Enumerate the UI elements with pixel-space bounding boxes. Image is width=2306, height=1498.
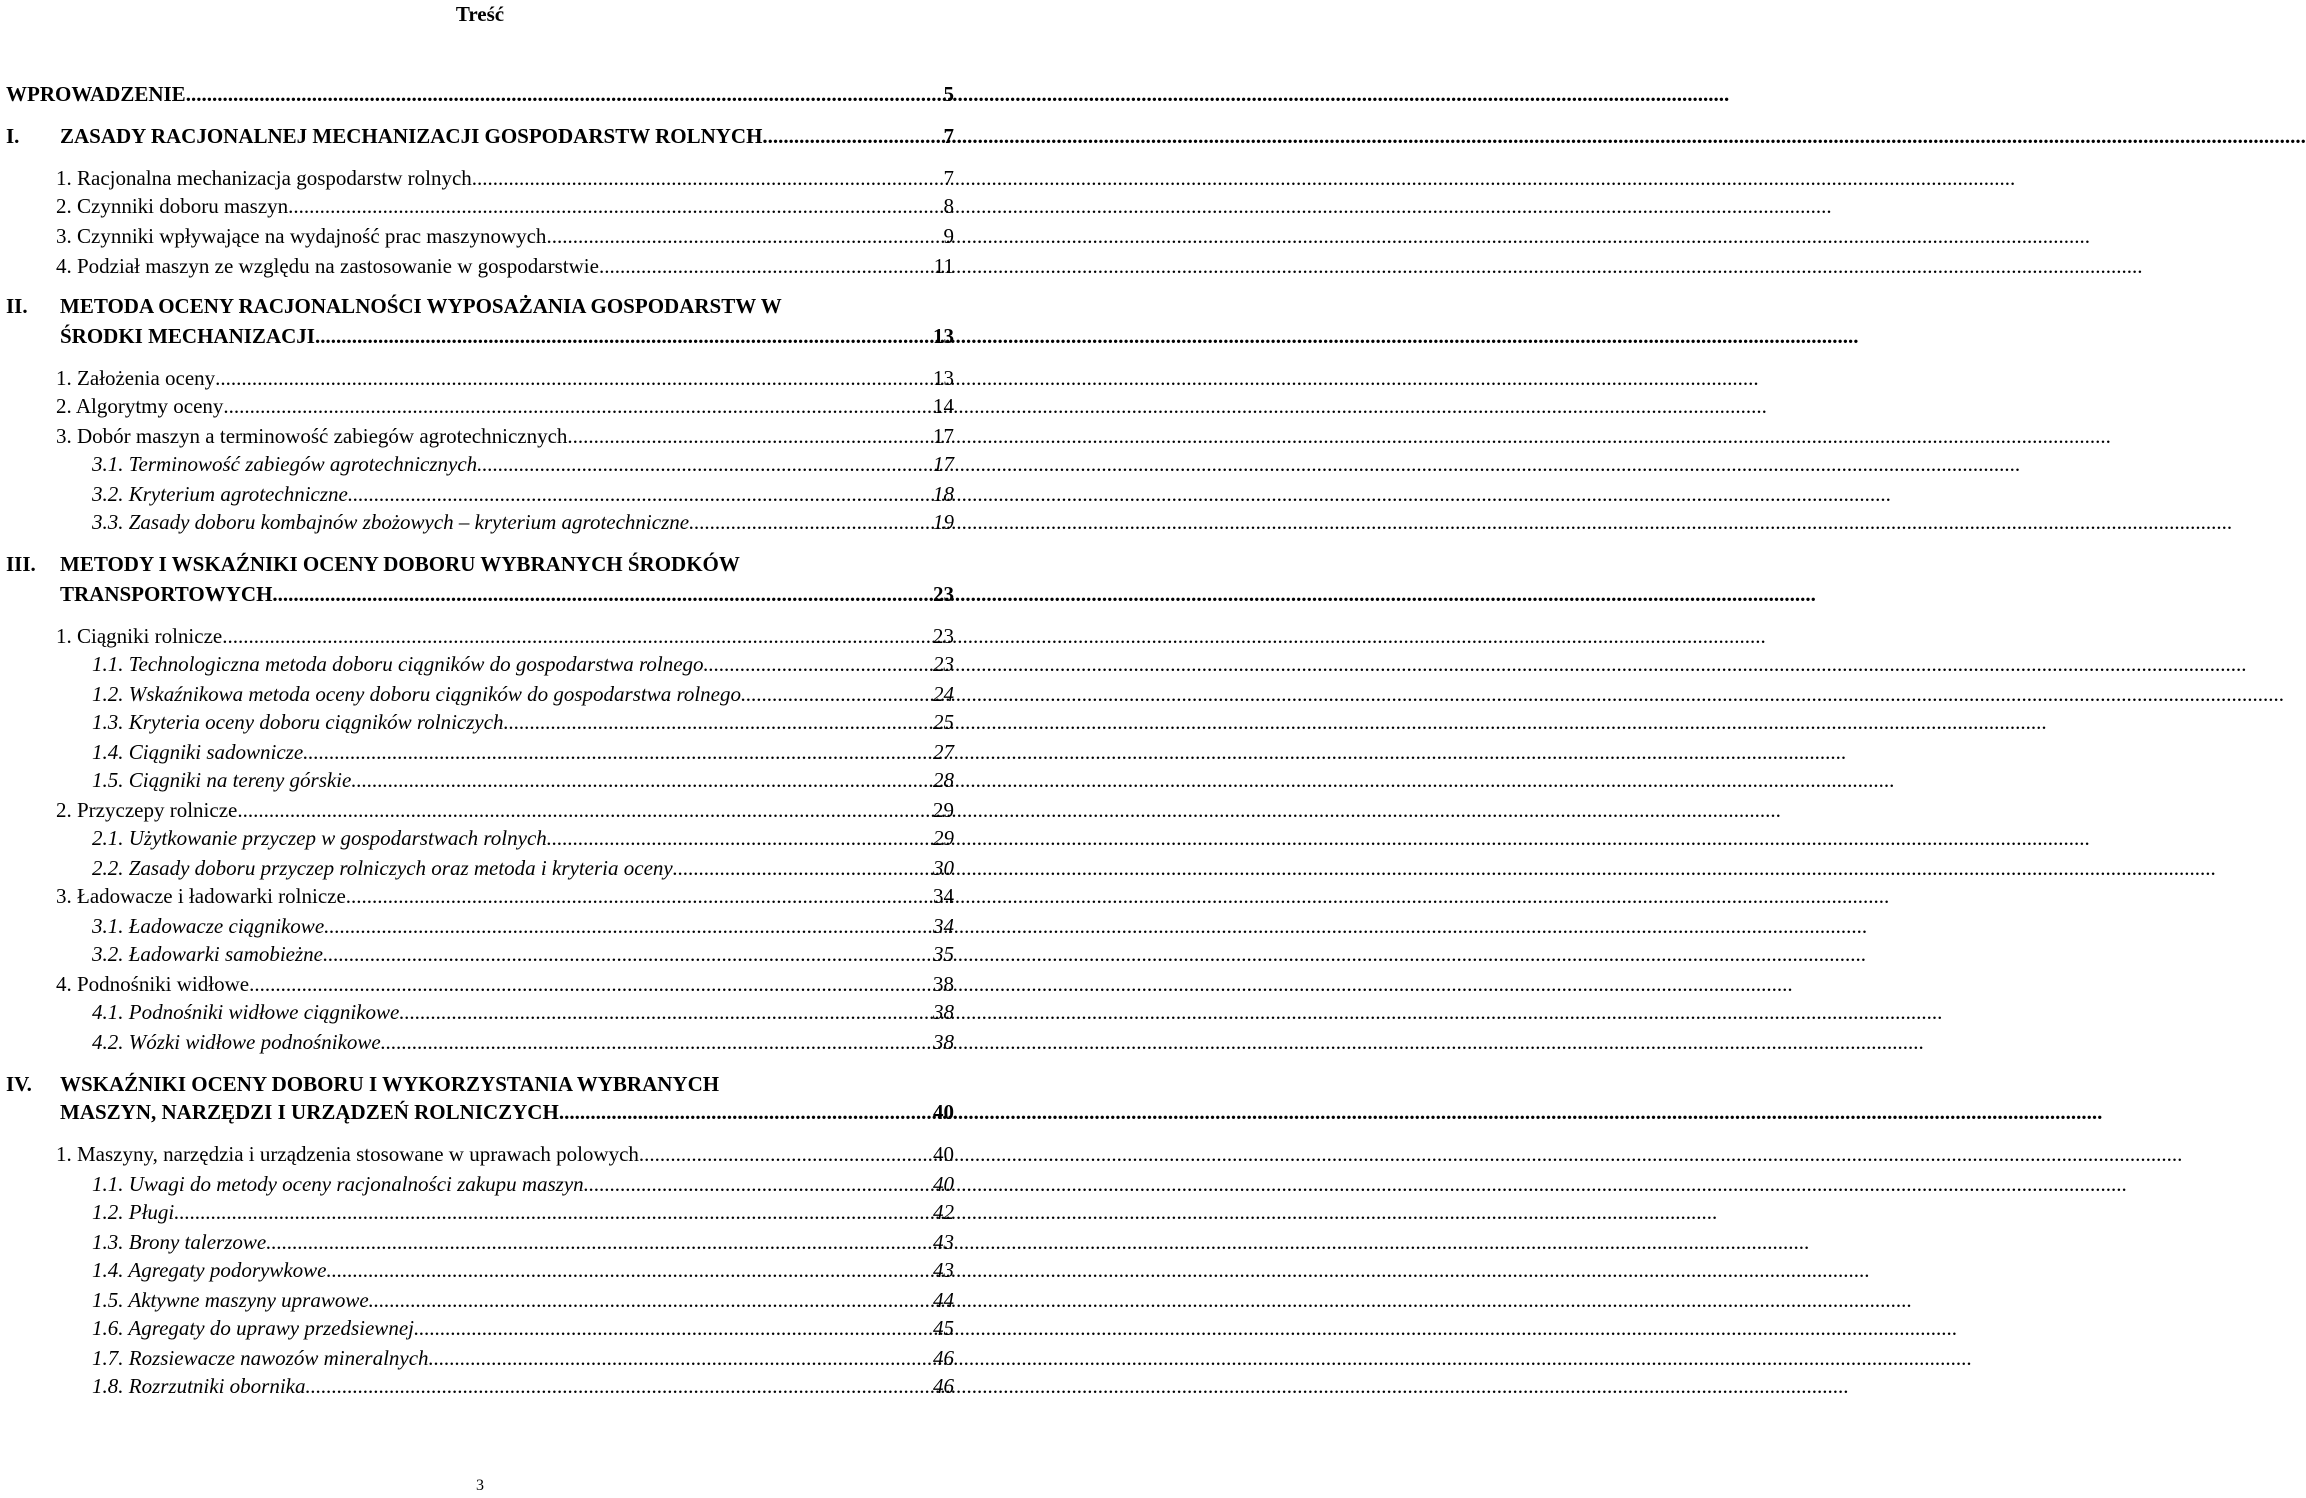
toc-entry-page: 27: [933, 740, 954, 764]
toc-entry-page: 8: [943, 194, 954, 218]
dot-leader: [249, 972, 933, 996]
toc-entry-page: 34: [933, 884, 954, 908]
toc-entry-page: 29: [933, 798, 954, 822]
toc-entry-page: 17: [933, 424, 954, 448]
toc-entry-title: 1.2. Pługi: [92, 1200, 175, 1224]
toc-entry-page: 34: [933, 914, 954, 938]
toc-entry[interactable]: [92, 482, 954, 506]
toc-entry-title: 1.1. Technologiczna metoda doboru ciągników do gospodarstwa rolnego: [92, 652, 704, 676]
toc-entry[interactable]: [92, 452, 954, 476]
toc-entry-title: 4.2. Wózki widłowe podnośnikowe: [92, 1030, 381, 1054]
toc-entry[interactable]: [56, 1142, 954, 1166]
toc-entry-title: WPROWADZENIE: [6, 82, 186, 106]
toc-entry[interactable]: [56, 224, 954, 248]
toc-entry-page: 46: [933, 1374, 954, 1398]
dot-leader: [223, 394, 933, 418]
toc-entry-page: 29: [933, 826, 954, 850]
dot-leader: [762, 124, 943, 148]
toc-entry-page: 5: [943, 82, 954, 106]
toc-entry-page: 9: [943, 224, 954, 248]
toc-entry[interactable]: [92, 1374, 954, 1398]
toc-entry-page: 19: [933, 510, 954, 534]
dot-leader: [237, 798, 933, 822]
toc-entry[interactable]: [92, 682, 954, 706]
toc-entry-page: 38: [933, 1030, 954, 1054]
chapter-number: IV.: [6, 1072, 32, 1096]
toc-entry-page: 46: [933, 1346, 954, 1370]
chapter-title-line[interactable]: WSKAŹNIKI OCENY DOBORU I WYKORZYSTANIA WYBRANYCH: [60, 1072, 720, 1096]
dot-leader: [303, 740, 933, 764]
toc-entry[interactable]: [56, 884, 954, 908]
toc-entry-title: 1. Ciągniki rolnicze: [56, 624, 223, 648]
toc-entry-page: 43: [933, 1258, 954, 1282]
toc-entry-chapter-1[interactable]: [60, 124, 954, 148]
dot-leader: [689, 510, 933, 534]
dot-leader: [174, 1200, 933, 1224]
toc-entry-title: 3.1. Terminowość zabiegów agrotechnicznych: [92, 452, 478, 476]
toc-entry[interactable]: [92, 768, 954, 792]
dot-leader: [288, 194, 943, 218]
toc-entry[interactable]: [56, 166, 954, 190]
toc-entry[interactable]: [56, 194, 954, 218]
toc-entry-page: 44: [933, 1288, 954, 1312]
toc-entry-page: 40: [933, 1172, 954, 1196]
toc-entry-page: 30: [933, 856, 954, 880]
toc-entry-title: 1.6. Agregaty do uprawy przedsiewnej: [92, 1316, 414, 1340]
toc-entry[interactable]: [56, 424, 954, 448]
toc-entry-title: ZASADY RACJONALNEJ MECHANIZACJI GOSPODARSTW ROLNYCH: [60, 124, 763, 148]
toc-entry-page: 7: [943, 124, 954, 148]
dot-leader: [222, 624, 933, 648]
toc-entry-title: 4.1. Podnośniki widłowe ciągnikowe: [92, 1000, 400, 1024]
chapter-number: I.: [6, 124, 20, 148]
dot-leader: [399, 1000, 933, 1024]
dot-leader: [351, 768, 933, 792]
dot-leader: [559, 1100, 933, 1124]
dot-leader: [599, 254, 934, 278]
dot-leader: [504, 710, 933, 734]
toc-entry-title: 1.3. Kryteria oceny doboru ciągników rolniczych: [92, 710, 504, 734]
dot-leader: [348, 482, 933, 506]
toc-entry-title: 1.7. Rozsiewacze nawozów mineralnych: [92, 1346, 429, 1370]
toc-entry-page: 40: [933, 1142, 954, 1166]
toc-entry-title: 2.1. Użytkowanie przyczep w gospodarstwach rolnych: [92, 826, 547, 850]
dot-leader: [477, 452, 933, 476]
page-title: Treść: [455, 2, 505, 26]
dot-leader: [346, 884, 933, 908]
dot-leader: [324, 914, 933, 938]
dot-leader: [429, 1346, 933, 1370]
dot-leader: [639, 1142, 933, 1166]
toc-entry-title: 3. Ładowacze i ładowarki rolnicze: [56, 884, 346, 908]
toc-entry-page: 14: [933, 394, 954, 418]
toc-entry-page: 40: [933, 1100, 954, 1124]
toc-entry-page: 17: [933, 452, 954, 476]
dot-leader: [567, 424, 933, 448]
toc-entry-page: 45: [933, 1316, 954, 1340]
toc-entry-title: 1.8. Rozrzutniki obornika: [92, 1374, 306, 1398]
toc-entry-title: 1.4. Ciągniki sadownicze: [92, 740, 304, 764]
toc-entry-title: 3. Dobór maszyn a terminowość zabiegów agrotechnicznych: [56, 424, 568, 448]
dot-leader: [673, 856, 933, 880]
toc-entry-page: 24: [933, 682, 954, 706]
dot-leader: [272, 582, 933, 606]
toc-entry-title: 2. Przyczepy rolnicze: [56, 798, 238, 822]
dot-leader: [326, 1258, 933, 1282]
toc-entry[interactable]: [56, 798, 954, 822]
toc-entry[interactable]: [56, 624, 954, 648]
toc-entry[interactable]: [92, 914, 954, 938]
toc-entry[interactable]: [92, 1230, 954, 1254]
dot-leader: [215, 366, 933, 390]
toc-entry[interactable]: [92, 856, 954, 880]
toc-entry[interactable]: [92, 826, 954, 850]
toc-entry-page: 38: [933, 1000, 954, 1024]
toc-entry-title: 1. Założenia oceny: [56, 366, 216, 390]
toc-entry-title: 1. Racjonalna mechanizacja gospodarstw rolnych: [56, 166, 472, 190]
toc-entry[interactable]: [92, 510, 954, 534]
toc-entry[interactable]: [56, 394, 954, 418]
toc-entry-title: 3.2. Kryterium agrotechniczne: [92, 482, 348, 506]
toc-entry-page: 23: [933, 624, 954, 648]
toc-entry-title: ŚRODKI MECHANIZACJI: [60, 324, 315, 348]
toc-entry-title: 2. Czynniki doboru maszyn: [56, 194, 289, 218]
toc-entry-title: TRANSPORTOWYCH: [60, 582, 273, 606]
toc-entry[interactable]: [56, 366, 954, 390]
toc-entry-page: 25: [933, 710, 954, 734]
toc-entry-page: 18: [933, 482, 954, 506]
toc-entry-page: 43: [933, 1230, 954, 1254]
toc-entry-title: 1.1. Uwagi do metody oceny racjonalności zakupu maszyn: [92, 1172, 584, 1196]
dot-leader: [414, 1316, 933, 1340]
toc-entry-title: 1. Maszyny, narzędzia i urządzenia stosowane w uprawach polowych: [56, 1142, 639, 1166]
toc-entry-title: 1.2. Wskaźnikowa metoda oceny doboru ciągników do gospodarstwa rolnego: [92, 682, 742, 706]
toc-entry-title: 1.5. Ciągniki na tereny górskie: [92, 768, 352, 792]
chapter-number: II.: [6, 294, 28, 318]
chapter-title-line[interactable]: METODA OCENY RACJONALNOŚCI WYPOSAŻANIA GOSPODARSTW W: [60, 294, 782, 318]
toc-entry-title: 1.5. Aktywne maszyny uprawowe: [92, 1288, 369, 1312]
toc-entry-chapter-2[interactable]: [60, 324, 954, 348]
dot-leader: [704, 652, 933, 676]
toc-entry-chapter-3[interactable]: [60, 582, 954, 606]
toc-entry-title: 2. Algorytmy oceny: [56, 394, 224, 418]
dot-leader: [546, 224, 943, 248]
toc-entry-title: 4. Podział maszyn ze względu na zastosowanie w gospodarstwie: [56, 254, 599, 278]
page-number-footer: 3: [476, 1477, 484, 1494]
toc-entry[interactable]: [92, 1000, 954, 1024]
dot-leader: [547, 826, 933, 850]
dot-leader: [306, 1374, 934, 1398]
toc-entry-title: 3.1. Ładowacze ciągnikowe: [92, 914, 325, 938]
toc-entry-title: MASZYN, NARZĘDZI I URZĄDZEŃ ROLNICZYCH: [60, 1100, 559, 1124]
toc-entry-title: 2.2. Zasady doboru przyczep rolniczych oraz metoda i kryteria oceny: [92, 856, 673, 880]
toc-entry-title: 1.4. Agregaty podorywkowe: [92, 1258, 327, 1282]
toc-entry[interactable]: [92, 710, 954, 734]
toc-entry[interactable]: [92, 740, 954, 764]
toc-entry-title: 3. Czynniki wpływające na wydajność prac maszynowych: [56, 224, 547, 248]
dot-leader: [186, 82, 944, 106]
toc-entry[interactable]: [92, 942, 954, 966]
dot-leader: [315, 324, 933, 348]
toc-entry[interactable]: [92, 1316, 954, 1340]
dot-leader: [369, 1288, 933, 1312]
chapter-number: III.: [6, 552, 36, 576]
toc-entry-page: 35: [933, 942, 954, 966]
toc-entry[interactable]: [92, 1288, 954, 1312]
toc-entry-page: 42: [933, 1200, 954, 1224]
toc-entry-intro[interactable]: [6, 82, 954, 106]
toc-entry[interactable]: [92, 1346, 954, 1370]
dot-leader: [472, 166, 944, 190]
toc-entry[interactable]: [92, 652, 954, 676]
toc-entry-title: 1.3. Brony talerzowe: [92, 1230, 267, 1254]
toc-entry-title: 3.2. Ładowarki samobieżne: [92, 942, 323, 966]
dot-leader: [584, 1172, 933, 1196]
toc-entry-title: 3.3. Zasady doboru kombajnów zbożowych – kryterium agrotechniczne: [92, 510, 690, 534]
dot-leader: [323, 942, 933, 966]
toc-entry-page: 13: [933, 366, 954, 390]
toc-entry-page: 7: [943, 166, 954, 190]
toc-entry[interactable]: [92, 1200, 954, 1224]
toc-entry[interactable]: [92, 1030, 954, 1054]
toc-entry[interactable]: [56, 972, 954, 996]
toc-entry[interactable]: [92, 1258, 954, 1282]
toc-entry-title: 4. Podnośniki widłowe: [56, 972, 250, 996]
toc-entry-chapter-4[interactable]: [60, 1100, 954, 1124]
toc-entry-page: 23: [933, 582, 954, 606]
toc-entry-page: 23: [933, 652, 954, 676]
toc-entry-page: 38: [933, 972, 954, 996]
toc-entry[interactable]: [92, 1172, 954, 1196]
toc-entry[interactable]: [56, 254, 954, 278]
toc-entry-page: 28: [933, 768, 954, 792]
dot-leader: [266, 1230, 933, 1254]
chapter-title-line[interactable]: METODY I WSKAŹNIKI OCENY DOBORU WYBRANYCH ŚRODKÓW: [60, 552, 740, 576]
toc-entry-page: 13: [933, 324, 954, 348]
dot-leader: [741, 682, 933, 706]
toc-entry-page: 11: [933, 254, 954, 278]
dot-leader: [381, 1030, 933, 1054]
